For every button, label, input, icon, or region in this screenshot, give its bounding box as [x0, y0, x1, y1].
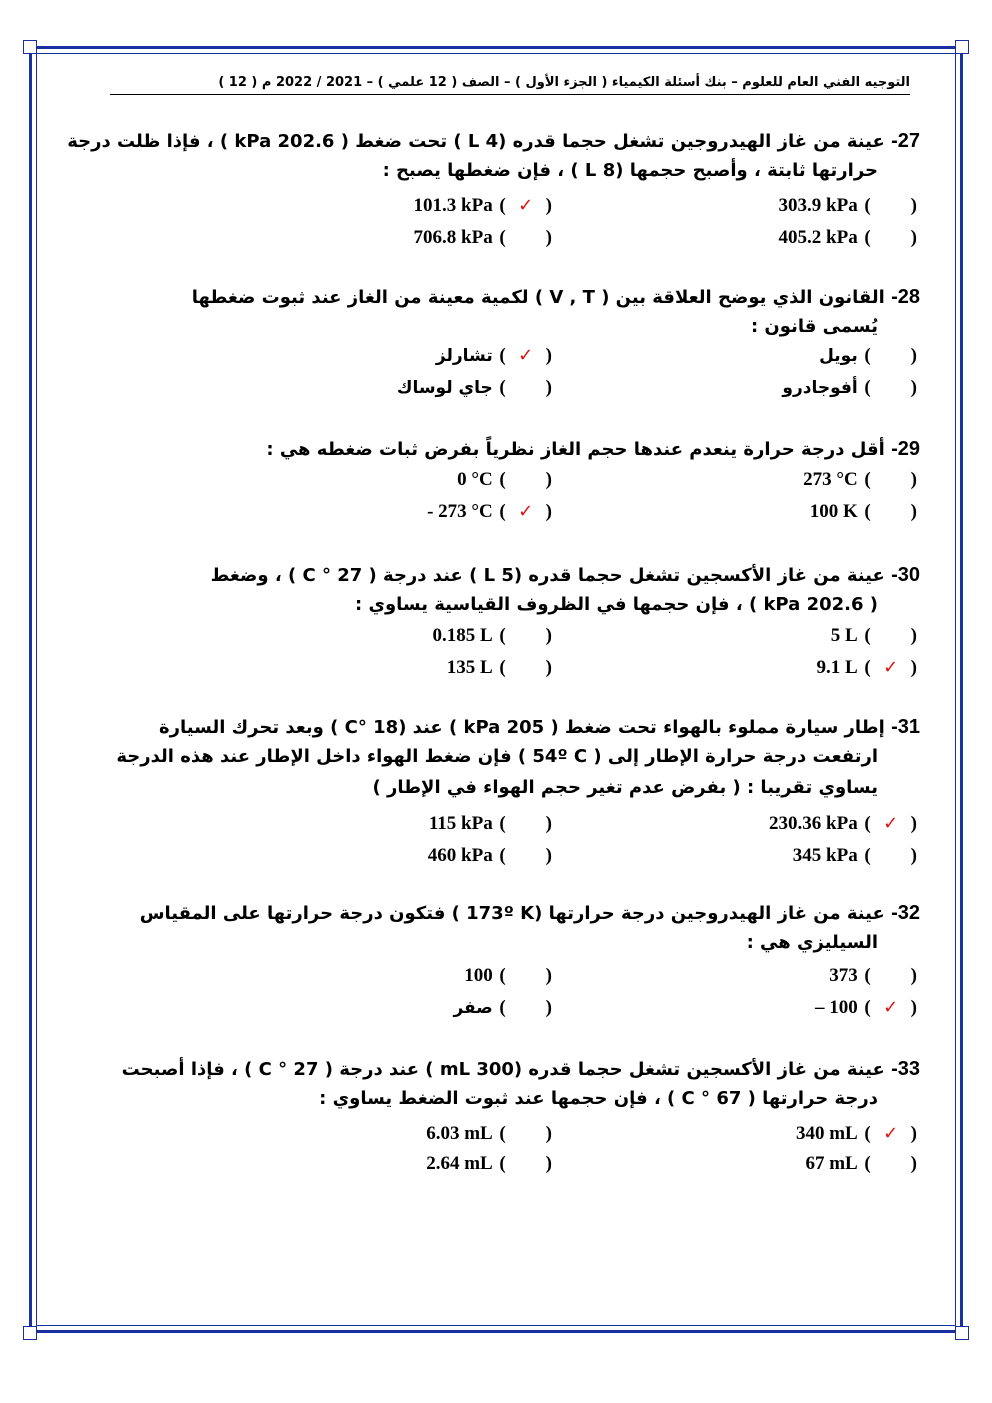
question-32: [60, 900, 920, 960]
option-27-c[interactable]: () 405.2 kPa: [778, 227, 917, 248]
question-28-line-2: يُسمى قانون :: [750, 316, 878, 337]
corner-ornament-tr: [955, 40, 969, 54]
option-32-a[interactable]: () 373: [829, 965, 917, 986]
question-number: 30-: [891, 564, 920, 586]
check-mark-icon: ✓: [518, 345, 534, 366]
option-28-b[interactable]: (✓) تشارلز: [435, 345, 552, 366]
question-33: [60, 1056, 920, 1116]
check-mark-icon: ✓: [883, 1123, 899, 1144]
question-text: أقل درجة حرارة ينعدم عندها حجم الغاز نظرياً بفرض ثبات ضغطه هي :: [266, 439, 885, 460]
option-29-c[interactable]: () 100 K: [809, 501, 917, 522]
option-31-c[interactable]: () 345 kPa: [792, 845, 917, 866]
question-number: 32-: [891, 902, 920, 924]
question-27: [60, 128, 920, 188]
page-header: التوجيه الفني العام للعلوم – بنك أسئلة الكيمياء ( الجزء الأول ) – الصف ( 12 علمي ) – 2021 / 2022 م ( 12 ): [110, 73, 910, 95]
question-text: عينة من غاز الهيدروجين تشغل حجما قدره (4 L ) تحت ضغط ( 202.6 kPa ) ، فإذا ظلت درجة: [67, 131, 885, 152]
option-27-d[interactable]: () 706.8 kPa: [413, 227, 552, 248]
question-number: 33-: [891, 1058, 920, 1080]
question-31-line-1: [159, 714, 920, 741]
question-27-line-2: حرارتها ثابتة ، وأصبح حجمها (8 L ) ، فإن ضغطها يصبح :: [382, 160, 878, 181]
check-mark-icon: ✓: [883, 813, 899, 834]
question-29: [60, 436, 920, 466]
question-text: القانون الذي يوضح العلاقة بين ( V , T ) لكمية معينة من الغاز عند ثبوت ضغطها: [191, 287, 885, 308]
check-mark-icon: ✓: [883, 997, 899, 1018]
question-number: 31-: [891, 716, 920, 738]
option-30-d[interactable]: () 135 L: [446, 657, 552, 678]
question-number: 28-: [891, 286, 920, 308]
option-31-a[interactable]: (✓) 230.36 kPa: [769, 813, 917, 834]
question-33-line-2: درجة حرارتها ( 67 ° C ) ، فإن حجمها عند ثبوت الضغط يساوي :: [319, 1088, 878, 1109]
check-mark-icon: ✓: [518, 195, 534, 216]
question-text: عينة من غاز الأكسجين تشغل حجما قدره (5 L ) عند درجة ( 27 ° C ) ، وضغط: [210, 565, 885, 586]
question-number: 27-: [891, 130, 920, 152]
option-33-d[interactable]: () 2.64 mL: [426, 1153, 552, 1174]
question-31-line-2: ارتفعت درجة حرارة الإطار إلى ( 54º C ) فإن ضغط الهواء داخل الإطار عند هذه الدرجة: [116, 746, 878, 767]
check-mark-icon: ✓: [883, 657, 899, 678]
question-text: إطار سيارة مملوء بالهواء تحت ضغط ( 205 kPa ) عند (18 °C ) وبعد تحرك السيارة: [159, 717, 885, 738]
corner-ornament-tl: [23, 40, 37, 54]
question-28: [60, 284, 920, 344]
option-30-c[interactable]: (✓) 9.1 L: [816, 657, 917, 678]
question-29-line-1: [266, 436, 920, 463]
option-33-c[interactable]: () 67 mL: [805, 1153, 917, 1174]
option-27-b[interactable]: (✓) 101.3 kPa: [413, 195, 552, 216]
option-33-b[interactable]: () 6.03 mL: [426, 1123, 552, 1144]
corner-ornament-br: [955, 1326, 969, 1340]
question-32-line-1: [140, 900, 920, 927]
option-28-c[interactable]: () أفوجادرو: [782, 377, 917, 398]
option-32-b[interactable]: () 100: [464, 965, 552, 986]
option-32-c[interactable]: (✓) – 100: [814, 997, 917, 1018]
option-29-b[interactable]: () 0 °C: [457, 469, 552, 490]
option-29-a[interactable]: () 273 °C: [803, 469, 917, 490]
question-30: [60, 562, 920, 622]
question-text: عينة من غاز الأكسجين تشغل حجما قدره (300 mL ) عند درجة ( 27 ° C ) ، فإذا أصبحت: [121, 1059, 885, 1080]
option-32-d[interactable]: () صفر: [453, 997, 552, 1018]
option-33-a[interactable]: (✓) 340 mL: [795, 1123, 917, 1144]
question-text: عينة من غاز الهيدروجين درجة حرارتها (173º K ) فتكون درجة حرارتها على المقياس: [139, 903, 885, 924]
question-30-line-2: ( 202.6 kPa ) ، فإن حجمها في الظروف القياسية يساوي :: [354, 594, 878, 615]
question-32-line-2: السيليزي هي :: [746, 932, 878, 953]
option-28-a[interactable]: () بويل: [819, 345, 917, 366]
option-27-a[interactable]: () 303.9 kPa: [778, 195, 917, 216]
option-29-d[interactable]: (✓) - 273 °C: [427, 501, 552, 522]
question-27-line-1: [67, 128, 920, 155]
question-28-line-1: [192, 284, 920, 311]
question-31-line-3: يساوي تقريبا : ( بفرض عدم تغير حجم الهواء في الإطار ): [372, 777, 878, 798]
question-number: 29-: [891, 438, 920, 460]
check-mark-icon: ✓: [518, 501, 534, 522]
corner-ornament-bl: [23, 1326, 37, 1340]
option-30-a[interactable]: () 5 L: [830, 625, 917, 646]
option-31-b[interactable]: () 115 kPa: [428, 813, 552, 834]
option-31-d[interactable]: () 460 kPa: [427, 845, 552, 866]
question-31: [60, 714, 920, 806]
option-30-b[interactable]: () 0.185 L: [432, 625, 552, 646]
option-28-d[interactable]: () جاي لوساك: [396, 377, 552, 398]
question-30-line-1: [211, 562, 920, 589]
question-33-line-1: [122, 1056, 920, 1083]
